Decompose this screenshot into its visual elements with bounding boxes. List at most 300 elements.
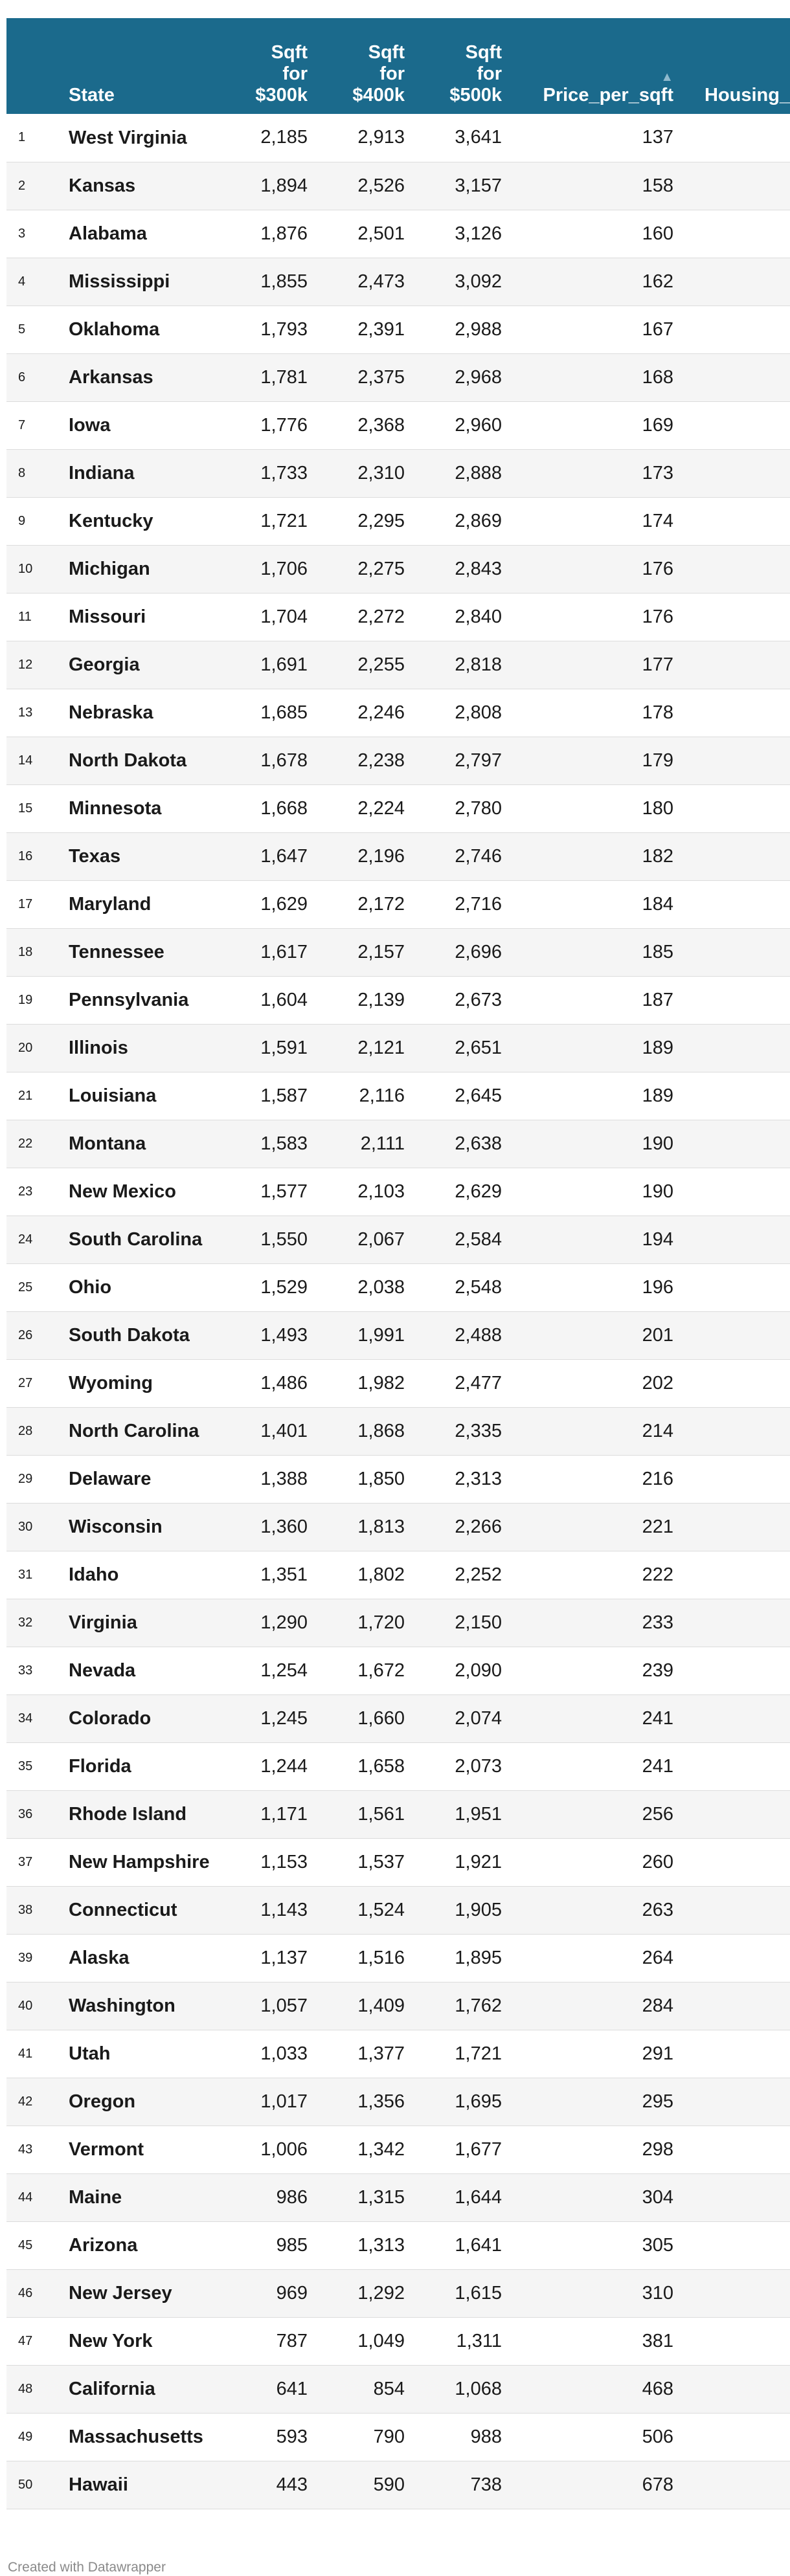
row-state-label: Vermont <box>69 2139 144 2160</box>
row-sqft-400k: 1,982 <box>357 1372 405 1393</box>
row-sqft-500k: 1,921 <box>455 1851 502 1872</box>
row-sqft-300k: 1,678 <box>260 749 308 771</box>
row-rank: 36 <box>18 1806 33 1821</box>
table-row <box>6 497 790 545</box>
header-housing[interactable]: Housing_ <box>705 85 790 105</box>
row-price-per-sqft: 168 <box>642 366 673 388</box>
row-sqft-400k: 1,516 <box>357 1947 405 1968</box>
row-state-label: Montana <box>69 1133 146 1154</box>
row-sqft-500k: 2,548 <box>455 1276 502 1298</box>
table-row <box>6 737 790 784</box>
row-price-per-sqft: 173 <box>642 462 673 483</box>
row-state <box>65 1599 243 1647</box>
row-state-label: Georgia <box>69 654 140 675</box>
row-sqft-500k: 738 <box>470 2474 502 2495</box>
row-state-label: Washington <box>69 1995 175 2016</box>
row-price-per-sqft: 182 <box>642 845 673 867</box>
header-sqft-400k[interactable] <box>308 18 405 114</box>
row-sqft-500k: 1,677 <box>455 2138 502 2160</box>
row-state-label: Hawaii <box>69 2474 128 2495</box>
row-sqft-500k: 2,252 <box>455 1564 502 1585</box>
row-state <box>65 1216 243 1263</box>
row-sqft-400k: 2,473 <box>357 271 405 292</box>
row-sqft-500k: 2,673 <box>455 989 502 1010</box>
row-rank: 32 <box>18 1615 33 1630</box>
row-state <box>65 497 243 545</box>
row-sqft-500k: 1,721 <box>455 2043 502 2064</box>
row-sqft-300k: 1,017 <box>260 2091 308 2112</box>
table-row <box>6 210 790 258</box>
row-sqft-300k: 1,733 <box>260 462 308 483</box>
row-sqft-400k: 2,368 <box>357 414 405 436</box>
row-housing <box>673 2030 790 2078</box>
row-price-per-sqft: 167 <box>642 318 673 340</box>
row-sqft-300k: 1,254 <box>260 1660 308 1681</box>
row-state-label: Rhode Island <box>69 1804 187 1825</box>
row-price-per-sqft: 233 <box>642 1612 673 1633</box>
table-row <box>6 1359 790 1407</box>
row-price-per-sqft: 291 <box>642 2043 673 2064</box>
table-row <box>6 305 790 353</box>
row-sqft-500k: 2,696 <box>455 941 502 962</box>
row-state-label: South Dakota <box>69 1325 190 1346</box>
row-sqft-500k: 2,645 <box>455 1085 502 1106</box>
row-state-label: Maine <box>69 2187 122 2208</box>
row-state <box>65 162 243 210</box>
row-state <box>65 2173 243 2221</box>
row-sqft-400k: 2,913 <box>357 127 405 148</box>
row-sqft-400k: 1,313 <box>357 2234 405 2256</box>
row-sqft-300k: 1,529 <box>260 1276 308 1298</box>
row-state <box>65 210 243 258</box>
row-price-per-sqft: 678 <box>642 2474 673 2495</box>
row-sqft-400k: 2,375 <box>357 366 405 388</box>
table-row <box>6 1599 790 1647</box>
row-rank: 3 <box>18 226 26 241</box>
row-sqft-300k: 1,647 <box>260 845 308 867</box>
row-sqft-300k: 1,245 <box>260 1707 308 1729</box>
row-rank: 9 <box>18 513 26 528</box>
row-state <box>65 1551 243 1599</box>
row-state <box>65 2317 243 2365</box>
row-rank: 22 <box>18 1136 33 1151</box>
row-sqft-400k: 1,720 <box>357 1612 405 1633</box>
table-row <box>6 401 790 449</box>
row-sqft-400k: 1,561 <box>357 1803 405 1825</box>
row-sqft-400k: 2,224 <box>357 797 405 819</box>
row-state-label: New Mexico <box>69 1181 176 1202</box>
table-row <box>6 2317 790 2365</box>
row-sqft-300k: 1,685 <box>260 702 308 723</box>
row-state <box>65 2221 243 2269</box>
header-row <box>6 18 790 114</box>
row-sqft-400k: 2,111 <box>360 1133 405 1154</box>
row-price-per-sqft: 239 <box>642 1660 673 1681</box>
row-sqft-400k: 1,342 <box>357 2138 405 2160</box>
row-sqft-400k: 2,121 <box>357 1037 405 1058</box>
row-housing <box>673 2126 790 2173</box>
row-rank: 21 <box>18 1088 33 1103</box>
row-housing <box>673 1599 790 1647</box>
row-sqft-300k: 1,550 <box>260 1228 308 1250</box>
row-state-label: New Jersey <box>69 2283 172 2304</box>
row-price-per-sqft: 180 <box>642 797 673 819</box>
row-price-per-sqft: 264 <box>642 1947 673 1968</box>
row-sqft-400k: 2,038 <box>357 1276 405 1298</box>
table-row <box>6 1982 790 2030</box>
row-state-label: Michigan <box>69 559 150 579</box>
row-price-per-sqft: 158 <box>642 175 673 196</box>
row-sqft-300k: 1,876 <box>260 223 308 244</box>
row-housing <box>673 2078 790 2126</box>
row-sqft-400k: 1,672 <box>357 1660 405 1681</box>
row-housing <box>673 689 790 737</box>
row-housing <box>673 2461 790 2509</box>
row-state <box>65 545 243 593</box>
table-row <box>6 162 790 210</box>
table-row <box>6 1886 790 1934</box>
header-sqft-500k-line1: Sqft <box>465 42 502 63</box>
row-price-per-sqft: 260 <box>642 1851 673 1872</box>
row-housing <box>673 162 790 210</box>
row-rank: 29 <box>18 1471 33 1486</box>
row-housing <box>673 1407 790 1455</box>
row-price-per-sqft: 381 <box>642 2330 673 2351</box>
row-sqft-400k: 1,409 <box>357 1995 405 2016</box>
table-row <box>6 1551 790 1599</box>
row-sqft-400k: 1,658 <box>357 1755 405 1777</box>
row-state-label: Mississippi <box>69 271 170 292</box>
row-housing <box>673 305 790 353</box>
row-housing <box>673 1982 790 2030</box>
row-state <box>65 1982 243 2030</box>
table-row <box>6 1120 790 1168</box>
row-sqft-400k: 2,196 <box>357 845 405 867</box>
row-housing <box>673 1647 790 1694</box>
row-state-label: Wyoming <box>69 1373 153 1393</box>
row-housing <box>673 1120 790 1168</box>
row-sqft-300k: 969 <box>276 2282 308 2304</box>
row-state-label: Wisconsin <box>69 1516 163 1537</box>
row-rank: 48 <box>18 2381 33 2396</box>
row-price-per-sqft: 137 <box>642 127 673 148</box>
row-sqft-300k: 1,486 <box>260 1372 308 1393</box>
row-sqft-500k: 1,951 <box>455 1803 502 1825</box>
table-row <box>6 928 790 976</box>
row-state-label: New Hampshire <box>69 1852 210 1872</box>
row-sqft-500k: 2,313 <box>455 1468 502 1489</box>
row-housing <box>673 1934 790 1982</box>
row-state <box>65 880 243 928</box>
row-housing <box>673 593 790 641</box>
row-sqft-400k: 1,377 <box>357 2043 405 2064</box>
row-sqft-300k: 1,604 <box>260 989 308 1010</box>
row-state <box>65 1503 243 1551</box>
table-header <box>6 18 790 114</box>
row-sqft-300k: 986 <box>276 2186 308 2208</box>
row-state-label: South Carolina <box>69 1229 203 1250</box>
row-price-per-sqft: 185 <box>642 941 673 962</box>
row-sqft-300k: 787 <box>276 2330 308 2351</box>
row-state <box>65 1647 243 1694</box>
row-sqft-500k: 2,746 <box>455 845 502 867</box>
row-state <box>65 1311 243 1359</box>
row-housing <box>673 2317 790 2365</box>
row-price-per-sqft: 305 <box>642 2234 673 2256</box>
datawrapper-credit-link[interactable]: Created with Datawrapper <box>8 2560 166 2575</box>
row-price-per-sqft: 241 <box>642 1707 673 1729</box>
row-rank: 24 <box>18 1232 33 1247</box>
table-row <box>6 1072 790 1120</box>
table-row <box>6 1647 790 1694</box>
row-sqft-400k: 1,868 <box>357 1420 405 1441</box>
row-housing <box>673 1503 790 1551</box>
row-rank: 39 <box>18 1950 33 1965</box>
row-sqft-500k: 2,843 <box>455 558 502 579</box>
row-housing <box>673 497 790 545</box>
header-state[interactable]: State <box>69 85 115 105</box>
header-sqft-300k[interactable] <box>243 18 308 114</box>
row-sqft-400k: 1,049 <box>357 2330 405 2351</box>
row-state <box>65 2461 243 2509</box>
row-rank: 35 <box>18 1759 33 1773</box>
table-row <box>6 2461 790 2509</box>
row-price-per-sqft: 221 <box>642 1516 673 1537</box>
header-sqft-300k-line2: for <box>282 63 308 84</box>
row-sqft-300k: 1,776 <box>260 414 308 436</box>
row-rank: 33 <box>18 1663 33 1678</box>
header-sqft-400k-line3: $400k <box>352 85 405 105</box>
row-rank: 19 <box>18 992 33 1007</box>
row-sqft-300k: 1,360 <box>260 1516 308 1537</box>
table-row <box>6 353 790 401</box>
row-state-label: Ohio <box>69 1277 112 1298</box>
row-housing <box>673 1263 790 1311</box>
row-sqft-400k: 2,246 <box>357 702 405 723</box>
table-row <box>6 1455 790 1503</box>
row-state <box>65 1742 243 1790</box>
row-price-per-sqft: 179 <box>642 749 673 771</box>
table-row <box>6 1838 790 1886</box>
row-state-label: Indiana <box>69 463 135 483</box>
row-sqft-400k: 1,537 <box>357 1851 405 1872</box>
row-price-per-sqft: 178 <box>642 702 673 723</box>
row-rank: 18 <box>18 944 33 959</box>
row-sqft-300k: 593 <box>276 2426 308 2447</box>
row-sqft-300k: 1,401 <box>260 1420 308 1441</box>
row-state-label: Utah <box>69 2043 111 2064</box>
row-rank: 4 <box>18 274 26 289</box>
row-state-label: Oklahoma <box>69 319 160 340</box>
row-rank: 44 <box>18 2190 33 2204</box>
row-state <box>65 1838 243 1886</box>
row-sqft-300k: 1,137 <box>260 1947 308 1968</box>
row-state-label: North Carolina <box>69 1421 199 1441</box>
row-housing <box>673 880 790 928</box>
table-row <box>6 689 790 737</box>
row-price-per-sqft: 196 <box>642 1276 673 1298</box>
row-housing <box>673 114 790 162</box>
row-housing <box>673 2173 790 2221</box>
row-state-label: Arkansas <box>69 367 153 388</box>
row-housing <box>673 210 790 258</box>
row-state <box>65 1407 243 1455</box>
row-sqft-500k: 2,584 <box>455 1228 502 1250</box>
row-housing <box>673 353 790 401</box>
row-rank: 12 <box>18 657 33 672</box>
row-price-per-sqft: 184 <box>642 893 673 915</box>
table-row <box>6 593 790 641</box>
row-price-per-sqft: 162 <box>642 271 673 292</box>
table-row <box>6 784 790 832</box>
row-state <box>65 641 243 689</box>
row-rank: 5 <box>18 322 26 337</box>
row-rank: 49 <box>18 2429 33 2444</box>
row-sqft-400k: 590 <box>373 2474 405 2495</box>
row-housing <box>673 1886 790 1934</box>
row-state <box>65 2078 243 2126</box>
row-state <box>65 1359 243 1407</box>
row-housing <box>673 737 790 784</box>
row-state <box>65 2126 243 2173</box>
row-state-label: Missouri <box>69 606 146 627</box>
row-rank: 7 <box>18 417 26 432</box>
table-row <box>6 1694 790 1742</box>
row-sqft-300k: 1,244 <box>260 1755 308 1777</box>
row-sqft-400k: 1,802 <box>357 1564 405 1585</box>
header-sqft-500k-line3: $500k <box>449 85 502 105</box>
row-state-label: Pennsylvania <box>69 990 189 1010</box>
row-sqft-300k: 1,781 <box>260 366 308 388</box>
row-state-label: New York <box>69 2331 153 2351</box>
table-row <box>6 1790 790 1838</box>
row-state <box>65 2365 243 2413</box>
table-row <box>6 1024 790 1072</box>
row-state <box>65 2030 243 2078</box>
row-housing <box>673 1072 790 1120</box>
row-state <box>65 1694 243 1742</box>
row-sqft-400k: 1,524 <box>357 1899 405 1920</box>
row-sqft-500k: 3,157 <box>455 175 502 196</box>
row-price-per-sqft: 468 <box>642 2378 673 2399</box>
row-sqft-400k: 2,295 <box>357 510 405 531</box>
row-sqft-400k: 2,157 <box>357 941 405 962</box>
row-sqft-500k: 3,641 <box>455 127 502 148</box>
row-state-label: Idaho <box>69 1564 119 1585</box>
row-state <box>65 784 243 832</box>
row-sqft-300k: 443 <box>276 2474 308 2495</box>
row-state-label: Nebraska <box>69 702 153 723</box>
row-sqft-500k: 2,840 <box>455 606 502 627</box>
row-price-per-sqft: 169 <box>642 414 673 436</box>
row-sqft-400k: 2,255 <box>357 654 405 675</box>
row-rank: 2 <box>18 178 26 193</box>
table-row <box>6 2365 790 2413</box>
row-sqft-500k: 3,092 <box>455 271 502 292</box>
row-rank: 10 <box>18 561 33 576</box>
row-state <box>65 2269 243 2317</box>
row-housing <box>673 641 790 689</box>
table-row <box>6 1168 790 1216</box>
row-rank: 34 <box>18 1711 33 1726</box>
row-sqft-400k: 2,238 <box>357 749 405 771</box>
row-sqft-500k: 2,477 <box>455 1372 502 1393</box>
row-state <box>65 689 243 737</box>
row-state <box>65 1455 243 1503</box>
header-price-per-sqft[interactable] <box>502 18 673 114</box>
row-sqft-400k: 790 <box>373 2426 405 2447</box>
row-rank: 11 <box>18 609 32 624</box>
row-sqft-300k: 1,894 <box>260 175 308 196</box>
row-rank: 47 <box>18 2333 33 2348</box>
row-state-label: Minnesota <box>69 798 162 819</box>
table-row <box>6 2126 790 2173</box>
row-sqft-500k: 1,644 <box>455 2186 502 2208</box>
header-sqft-500k[interactable] <box>405 18 502 114</box>
table-row <box>6 832 790 880</box>
row-housing <box>673 832 790 880</box>
row-state-label: Texas <box>69 846 121 867</box>
row-rank: 15 <box>18 801 33 816</box>
row-sqft-300k: 1,057 <box>260 1995 308 2016</box>
row-price-per-sqft: 216 <box>642 1468 673 1489</box>
row-sqft-500k: 2,651 <box>455 1037 502 1058</box>
row-sqft-500k: 2,716 <box>455 893 502 915</box>
row-housing <box>673 1742 790 1790</box>
row-state-label: Kansas <box>69 175 136 196</box>
row-housing <box>673 1551 790 1599</box>
row-sqft-400k: 1,315 <box>357 2186 405 2208</box>
row-sqft-300k: 1,704 <box>260 606 308 627</box>
row-state-label: Tennessee <box>69 942 164 962</box>
table-row <box>6 1311 790 1359</box>
row-price-per-sqft: 187 <box>642 989 673 1010</box>
row-price-per-sqft: 194 <box>642 1228 673 1250</box>
row-sqft-400k: 1,660 <box>357 1707 405 1729</box>
row-housing <box>673 1838 790 1886</box>
table-viewport[interactable] <box>6 18 790 2509</box>
row-price-per-sqft: 214 <box>642 1420 673 1441</box>
row-sqft-400k: 1,292 <box>357 2282 405 2304</box>
header-rank <box>6 18 65 114</box>
row-rank: 27 <box>18 1375 33 1390</box>
row-sqft-300k: 1,143 <box>260 1899 308 1920</box>
row-sqft-400k: 2,139 <box>357 989 405 1010</box>
header-price-per-sqft-label: Price_per_sqft <box>543 85 673 105</box>
row-price-per-sqft: 506 <box>642 2426 673 2447</box>
row-sqft-300k: 1,033 <box>260 2043 308 2064</box>
row-sqft-300k: 1,006 <box>260 2138 308 2160</box>
row-state-label: North Dakota <box>69 750 187 771</box>
row-rank: 16 <box>18 849 33 863</box>
row-sqft-500k: 1,762 <box>455 1995 502 2016</box>
row-sqft-500k: 2,960 <box>455 414 502 436</box>
table-body <box>6 114 790 2509</box>
row-housing <box>673 1359 790 1407</box>
row-sqft-300k: 1,691 <box>260 654 308 675</box>
row-sqft-400k: 1,356 <box>357 2091 405 2112</box>
row-sqft-500k: 2,797 <box>455 749 502 771</box>
row-sqft-500k: 3,126 <box>455 223 502 244</box>
row-rank: 1 <box>18 130 26 145</box>
row-housing <box>673 2413 790 2461</box>
table-row <box>6 1407 790 1455</box>
row-price-per-sqft: 241 <box>642 1755 673 1777</box>
row-sqft-500k: 2,808 <box>455 702 502 723</box>
row-housing <box>673 1216 790 1263</box>
row-price-per-sqft: 256 <box>642 1803 673 1825</box>
row-sqft-500k: 1,615 <box>455 2282 502 2304</box>
